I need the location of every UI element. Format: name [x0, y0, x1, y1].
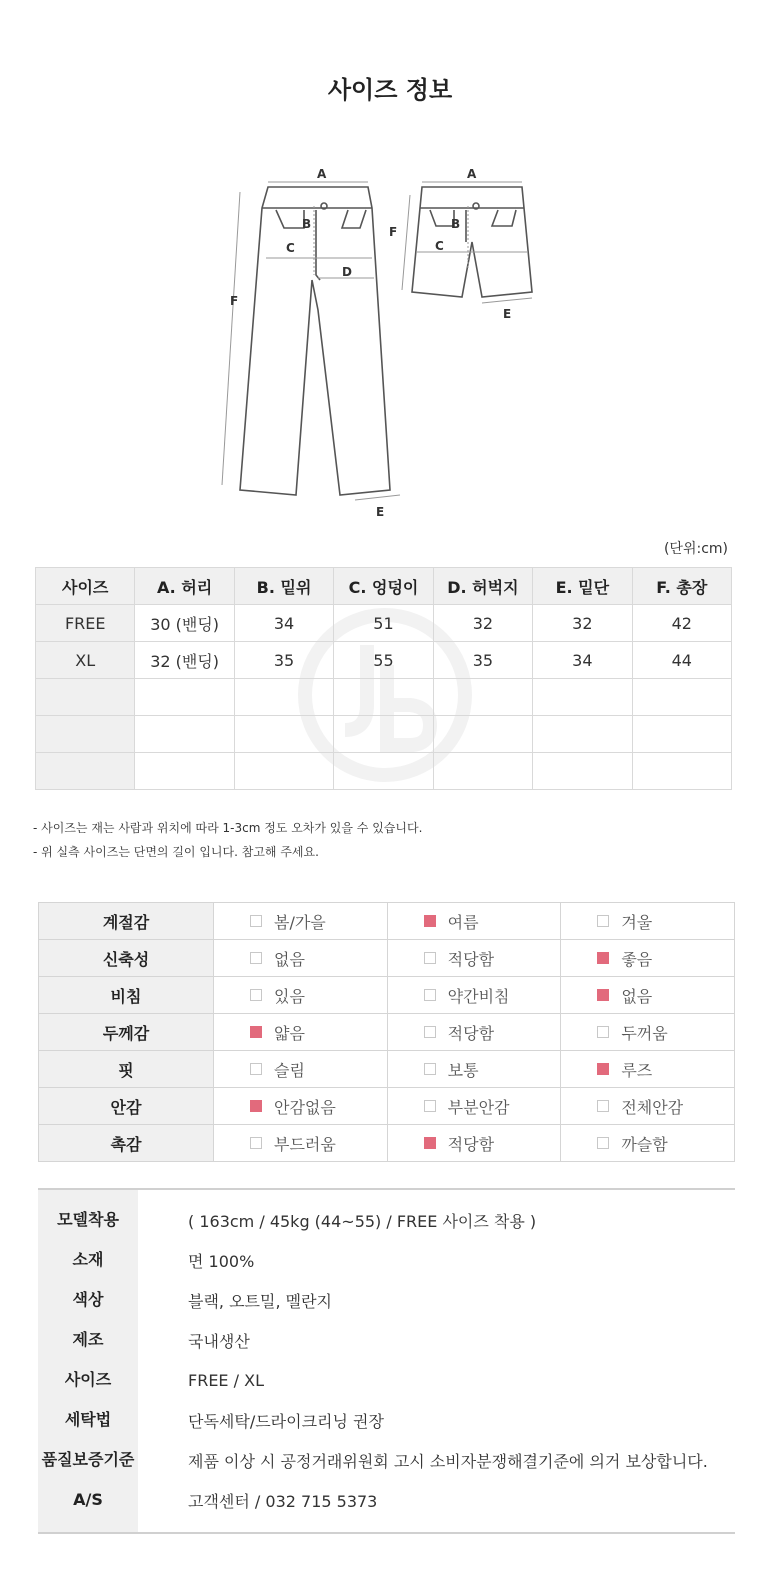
attribute-option: [561, 1021, 734, 1044]
label-d-long: D: [342, 265, 352, 279]
attribute-option: [388, 947, 561, 970]
unchecked-box-icon: [250, 1137, 262, 1149]
info-label: 제조: [38, 1320, 138, 1360]
size-cell: [533, 679, 632, 716]
size-cell: [135, 753, 234, 790]
attribute-option-cell: [214, 1125, 388, 1162]
attribute-option: [561, 910, 734, 933]
attribute-option: [388, 1095, 561, 1118]
size-header-thigh: D. 허벅지: [433, 568, 532, 605]
size-cell: [533, 716, 632, 753]
size-cell: 55: [334, 642, 433, 679]
info-value: 제품 이상 시 공정거래위원회 고시 소비자분쟁해결기준에 의거 보상합니다.: [188, 1451, 708, 1471]
size-cell: [234, 716, 333, 753]
attribute-option-cell: [214, 977, 388, 1014]
label-e-short: E: [503, 307, 512, 321]
size-header-size: 사이즈: [36, 568, 135, 605]
checked-box-icon: [424, 1137, 436, 1149]
attribute-option-label: 약간비침: [447, 986, 510, 1006]
attribute-row: [39, 977, 735, 1014]
attribute-option-cell: [387, 940, 561, 977]
attribute-option: [388, 984, 561, 1007]
attribute-option-cell: [561, 1051, 735, 1088]
info-value: 단독세탁/드라이크리닝 권장: [188, 1411, 384, 1431]
info-value: 면 100%: [188, 1251, 255, 1271]
unchecked-box-icon: [424, 1100, 436, 1112]
info-row: [38, 1280, 735, 1320]
info-row: [38, 1480, 735, 1520]
attribute-option: [214, 1021, 387, 1044]
table-row: [36, 605, 732, 642]
attribute-option-label: 안감없음: [274, 1097, 336, 1117]
info-value: 고객센터 / 032 715 5373: [188, 1491, 378, 1511]
attribute-row: [39, 1125, 735, 1162]
size-cell: [533, 753, 632, 790]
size-cell: [334, 679, 433, 716]
size-cell: [334, 716, 433, 753]
label-a-short: A: [467, 167, 477, 181]
attribute-option: [388, 910, 561, 933]
size-cell: [433, 679, 532, 716]
attribute-option-cell: [561, 940, 735, 977]
checked-box-icon: [597, 1063, 609, 1075]
label-c-short: C: [435, 239, 444, 253]
unchecked-box-icon: [424, 989, 436, 1001]
unchecked-box-icon: [424, 1063, 436, 1075]
unchecked-box-icon: [597, 1137, 609, 1149]
attribute-option: [214, 1132, 387, 1155]
size-cell: [234, 753, 333, 790]
info-label: A/S: [38, 1480, 138, 1520]
size-header-length: F. 총장: [632, 568, 731, 605]
unit-note: (단위:cm): [663, 541, 728, 557]
attribute-option-label: 전체안감: [621, 1097, 684, 1117]
attribute-row: [39, 1088, 735, 1125]
info-row: [38, 1440, 735, 1480]
info-row: [38, 1240, 735, 1280]
attribute-label: 핏: [39, 1051, 214, 1088]
attribute-table: [38, 902, 735, 1162]
size-cell: 44: [632, 642, 731, 679]
size-notes: [33, 816, 422, 864]
size-header-rise: B. 밑위: [234, 568, 333, 605]
info-value: 블랙, 오트밀, 멜란지: [188, 1291, 332, 1311]
unchecked-box-icon: [597, 1026, 609, 1038]
info-label: 색상: [38, 1280, 138, 1320]
attribute-option: [561, 1058, 734, 1081]
attribute-option-cell: [387, 903, 561, 940]
attribute-option-cell: [387, 1125, 561, 1162]
size-table: [35, 567, 732, 790]
attribute-option: [214, 1095, 387, 1118]
label-c-long: C: [286, 241, 295, 255]
unchecked-box-icon: [424, 952, 436, 964]
attribute-option-label: 없음: [274, 949, 305, 969]
size-cell: FREE: [36, 605, 135, 642]
size-cell: [433, 716, 532, 753]
info-row: [38, 1200, 735, 1240]
attribute-option: [561, 947, 734, 970]
unchecked-box-icon: [250, 952, 262, 964]
size-cell: [433, 753, 532, 790]
checked-box-icon: [250, 1026, 262, 1038]
size-cell: 30 (밴딩): [135, 605, 234, 642]
size-cell: [632, 716, 731, 753]
size-header-waist: A. 허리: [135, 568, 234, 605]
checked-box-icon: [250, 1100, 262, 1112]
info-row: [38, 1400, 735, 1440]
unchecked-box-icon: [597, 915, 609, 927]
size-cell: 32: [533, 605, 632, 642]
attribute-option-label: 두꺼움: [621, 1023, 668, 1043]
info-row: [38, 1360, 735, 1400]
note-line: - 사이즈는 재는 사람과 위치에 따라 1-3cm 정도 오차가 있을 수 있습니다.: [33, 821, 423, 835]
checked-box-icon: [424, 915, 436, 927]
size-cell: 34: [234, 605, 333, 642]
unchecked-box-icon: [250, 989, 262, 1001]
attribute-option-label: 봄/가을: [274, 912, 326, 932]
attribute-option-label: 좋음: [621, 949, 653, 969]
size-cell: [36, 679, 135, 716]
attribute-option-cell: [561, 1125, 735, 1162]
attribute-label: 비침: [39, 977, 214, 1014]
size-cell: 51: [334, 605, 433, 642]
attribute-option: [388, 1021, 561, 1044]
attribute-option: [561, 1095, 734, 1118]
attribute-option-label: 부드러움: [274, 1134, 336, 1154]
attribute-option-cell: [214, 1088, 388, 1125]
size-cell: [135, 716, 234, 753]
attribute-row: [39, 1051, 735, 1088]
size-header-hip: C. 엉덩이: [334, 568, 433, 605]
size-cell: [632, 753, 731, 790]
attribute-option: [561, 984, 734, 1007]
attribute-label: 촉감: [39, 1125, 214, 1162]
attribute-label: 두께감: [39, 1014, 214, 1051]
label-b-short: B: [451, 217, 461, 231]
size-cell: XL: [36, 642, 135, 679]
attribute-option-label: 적당함: [447, 1023, 495, 1043]
size-cell: [234, 679, 333, 716]
attribute-option-label: 없음: [621, 986, 653, 1006]
attribute-option-cell: [214, 1014, 388, 1051]
info-value: FREE / XL: [188, 1370, 264, 1390]
attribute-row: [39, 1014, 735, 1051]
label-a-long: A: [317, 167, 327, 181]
attribute-option-cell: [387, 977, 561, 1014]
attribute-option-label: 슬림: [274, 1060, 305, 1080]
size-cell: [135, 679, 234, 716]
long-pants-outline: [240, 187, 390, 495]
attribute-option-cell: [387, 1088, 561, 1125]
attribute-option-label: 적당함: [447, 1134, 495, 1154]
attribute-label: 신축성: [39, 940, 214, 977]
attribute-label: 계절감: [39, 903, 214, 940]
attribute-row: [39, 903, 735, 940]
attribute-option-cell: [561, 977, 735, 1014]
checked-box-icon: [597, 989, 609, 1001]
attribute-option-label: 있음: [274, 986, 305, 1006]
size-table-header-row: [36, 568, 732, 605]
attribute-option-label: 보통: [447, 1060, 479, 1080]
attribute-option: [388, 1058, 561, 1081]
info-label: 소재: [38, 1240, 138, 1280]
info-value: 국내생산: [188, 1331, 250, 1351]
unchecked-box-icon: [424, 1026, 436, 1038]
attribute-option-cell: [387, 1014, 561, 1051]
note-line: - 위 실측 사이즈는 단면의 길이 입니다. 참고해 주세요.: [33, 845, 319, 859]
attribute-row: [39, 940, 735, 977]
label-f-short: F: [389, 225, 398, 239]
attribute-option: [214, 984, 387, 1007]
attribute-option-cell: [214, 940, 388, 977]
size-cell: [36, 753, 135, 790]
unchecked-box-icon: [250, 915, 262, 927]
info-value: ( 163cm / 45kg (44~55) / FREE 사이즈 착용 ): [188, 1211, 537, 1231]
label-f-long: F: [230, 294, 239, 308]
attribute-option: [388, 1132, 561, 1155]
attribute-option-cell: [214, 1051, 388, 1088]
attribute-option-cell: [561, 903, 735, 940]
table-row: [36, 679, 732, 716]
label-b-long: B: [302, 217, 312, 231]
size-header-hem: E. 밑단: [533, 568, 632, 605]
attribute-option-label: 루즈: [621, 1060, 653, 1080]
attribute-option: [561, 1132, 734, 1155]
table-row: [36, 642, 732, 679]
label-e-long: E: [376, 505, 385, 519]
attribute-option: [214, 947, 387, 970]
size-cell: [632, 679, 731, 716]
size-cell: [36, 716, 135, 753]
attribute-option: [214, 1058, 387, 1081]
attribute-option-cell: [561, 1014, 735, 1051]
info-label: 모델착용: [38, 1200, 138, 1240]
attribute-option-label: 겨울: [621, 912, 653, 932]
size-cell: 35: [433, 642, 532, 679]
attribute-option-cell: [387, 1051, 561, 1088]
table-row: [36, 753, 732, 790]
info-label: 품질보증기준: [38, 1440, 138, 1480]
info-label: 사이즈: [38, 1360, 138, 1400]
checked-box-icon: [597, 952, 609, 964]
attribute-option-label: 까슬함: [621, 1134, 668, 1154]
attribute-option-cell: [214, 903, 388, 940]
size-cell: 32 (밴딩): [135, 642, 234, 679]
size-cell: 42: [632, 605, 731, 642]
attribute-label: 안감: [39, 1088, 214, 1125]
table-row: [36, 716, 732, 753]
attribute-option-cell: [561, 1088, 735, 1125]
size-cell: 34: [533, 642, 632, 679]
info-row: [38, 1320, 735, 1360]
garment-measurement-diagram: [200, 160, 580, 530]
product-info: [38, 1188, 735, 1534]
attribute-option-label: 얇음: [274, 1023, 305, 1043]
attribute-option-label: 여름: [447, 912, 479, 932]
info-label: 세탁법: [38, 1400, 138, 1440]
attribute-option-label: 적당함: [447, 949, 495, 969]
size-cell: [334, 753, 433, 790]
attribute-option-label: 부분안감: [447, 1097, 510, 1117]
page-title: 사이즈 정보: [327, 76, 453, 104]
attribute-option: [214, 910, 387, 933]
unchecked-box-icon: [597, 1100, 609, 1112]
unchecked-box-icon: [250, 1063, 262, 1075]
size-cell: 32: [433, 605, 532, 642]
size-cell: 35: [234, 642, 333, 679]
shorts-outline: [412, 187, 532, 297]
